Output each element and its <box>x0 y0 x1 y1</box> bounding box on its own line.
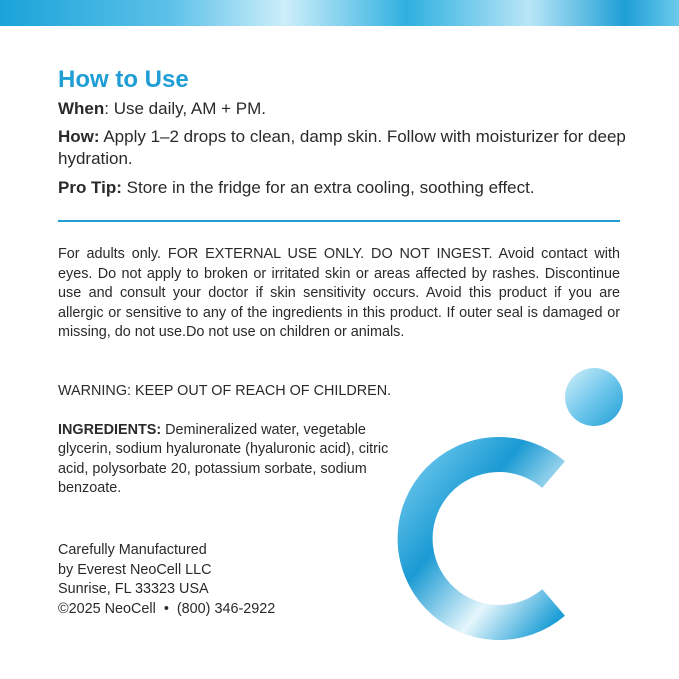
pro-tip-text: Store in the fridge for an extra cooling, soothing effect. <box>121 178 535 197</box>
neocell-c-logo <box>395 365 635 665</box>
ingredients-text: Demineralized water, vegetable glycerin, sodium hyaluronate (hyaluronic acid), citric acid, polysorbate 20, potassium sorbate, sodium benzoate. <box>58 422 389 497</box>
ingredients-list <box>58 421 398 499</box>
when-line <box>58 98 628 120</box>
logo-dot <box>565 368 623 426</box>
how-line <box>58 126 628 170</box>
pro-tip-label: Pro Tip: <box>58 178 122 197</box>
how-to-use-heading: How to Use <box>58 66 189 93</box>
section-divider <box>58 220 620 222</box>
top-gradient-bar <box>0 0 679 26</box>
how-label: How: <box>58 127 100 146</box>
bullet-separator: • <box>163 600 169 617</box>
pro-tip-line <box>58 177 628 199</box>
copyright-text: ©2025 NeoCell <box>58 600 156 617</box>
manufacturer-info <box>58 541 275 619</box>
manufacturer-line-2: by Everest NeoCell LLC <box>58 561 212 578</box>
when-text: : Use daily, AM + PM. <box>104 99 266 118</box>
when-label: When <box>58 99 105 118</box>
ingredients-label: INGREDIENTS: <box>58 422 162 438</box>
manufacturer-line-1: Carefully Manufactured <box>58 542 207 558</box>
manufacturer-address: Sunrise, FL 33323 USA <box>58 581 209 598</box>
children-warning: WARNING: KEEP OUT OF REACH OF CHILDREN. <box>58 383 392 399</box>
safety-disclaimer: For adults only. FOR EXTERNAL USE ONLY. DO NOT INGEST. Avoid contact with eyes. Do not apply to broken or irritated skin or areas affected by rashes. Discontinue use and consult your doctor if skin sensitivity occurs. Avoid this product if you are allergic or sensitive to any of the ingredients in this product. If outer seal is damaged or missing, do not use.Do not use on children or animals. <box>58 246 620 341</box>
how-text: Apply 1–2 drops to clean, damp skin. Follow with moisturizer for deep hydration. <box>58 127 626 168</box>
copyright-line <box>58 600 275 620</box>
phone-number: (800) 346-2922 <box>176 600 276 617</box>
logo-c-arc <box>415 455 554 623</box>
